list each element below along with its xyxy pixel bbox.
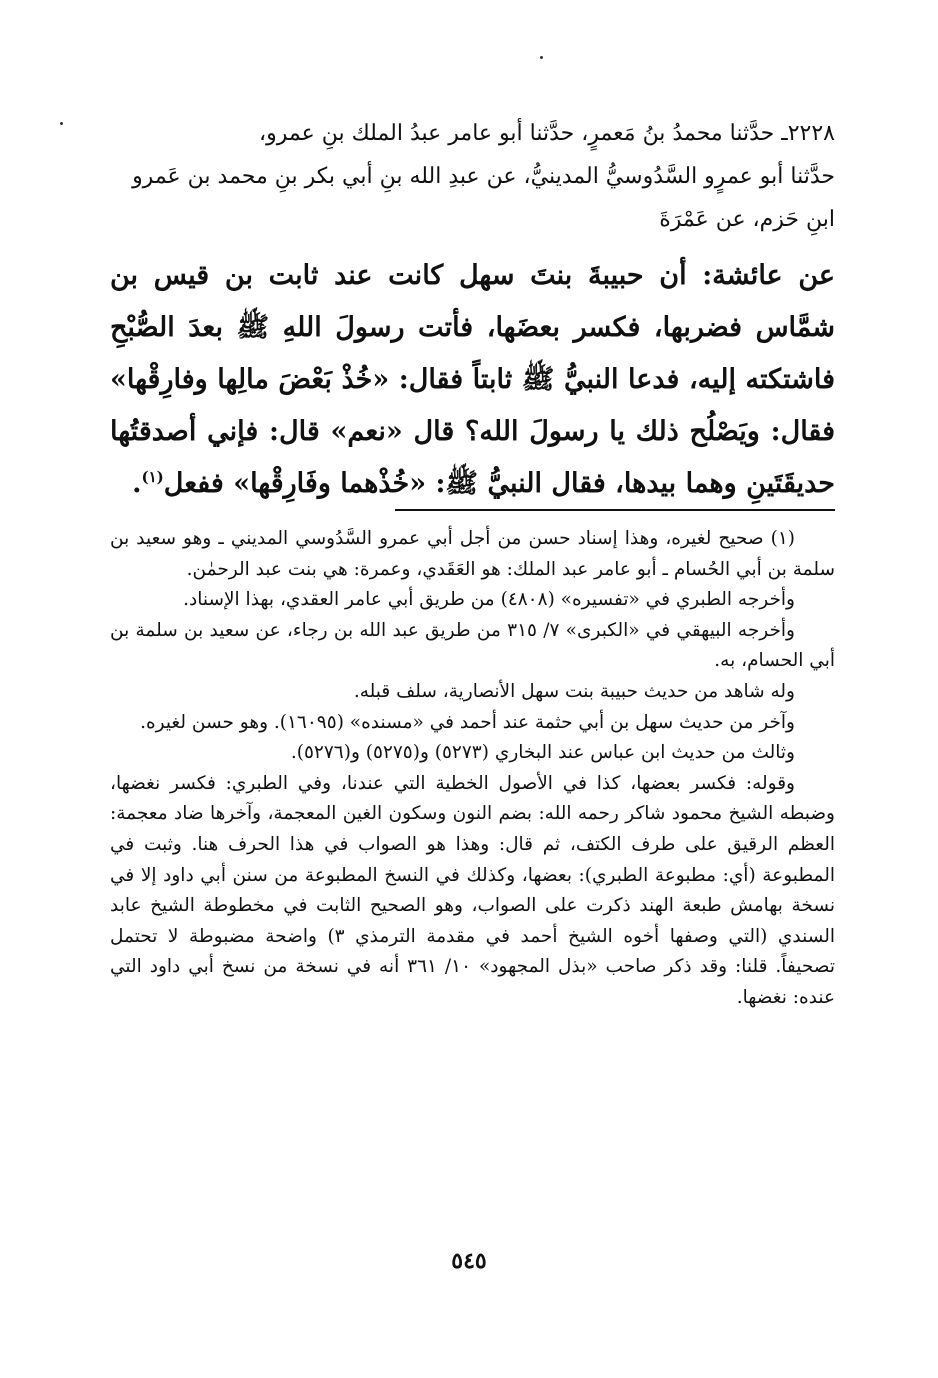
footnote-paragraph: وأخرجه الطبري في «تفسيره» (٤٨٠٨) من طريق أبي عامر العقدي، بهذا الإسناد. (183, 589, 795, 611)
footnote-paragraph: وقوله: فكسر بعضها، كذا في الأصول الخطية التي عندنا، وفي الطبري: فكسر نغضها، وضبطه الشيخ محمود شاكر رحمه الله: بضم النون وسكون الغين المعجمة، وآخرها ضاد معجمة: العظم الرقيق على طرف الكتف، ثم قال: وهذا هو الصواب في هذا الحرف هنا. وثبت في المطبوعة (أي: مطبوعة الطبري): بعضها، وكذلك في النسخ المطبوعة من سنن أبي داود إلا في نسخة بهامش طبعة الهند ذكرت على الصواب، وهو الصحيح الثابت في مخطوطة الشيخ عابد السندي (التي وصفها أخوه الشيخ أحمد في مقدمة الترمذي ٣) واضحة مضبوطة لا تحتمل تصحيفاً. قلنا: وقد ذكر صاحب «بذل المجهود» ١٠/ ٣٦١ أنه في نسخة من نسخ أبي داود التي عنده: نغضها. (110, 772, 836, 1008)
scan-speck (60, 122, 63, 125)
footnote-marker: (١) (141, 468, 164, 486)
isnad-line: ابنِ حَزم، عن عَمْرَةَ (659, 207, 835, 232)
footnote-paragraph: وثالث من حديث ابن عباس عند البخاري (٥٢٧٣) و(٥٢٧٥) و(٥٢٧٦). (290, 742, 795, 764)
matn-end: . (132, 468, 142, 499)
footnote-paragraph: وله شاهد من حديث حبيبة بنت سهل الأنصارية، سلف قبله. (353, 680, 795, 702)
footnote-paragraph: وأخرجه البيهقي في «الكبرى» ٧/ ٣١٥ من طريق عبد الله بن رجاء، عن سعيد بن سلمة بن أبي الحسام، به. (110, 619, 835, 672)
footnote-paragraph: وآخر من حديث سهل بن أبي حثمة عند أحمد في «مسنده» (١٦٠٩٥). وهو حسن لغيره. (140, 711, 795, 733)
isnad-line: ٢٢٢٨ـ حدَّثنا محمدُ بنُ مَعمرٍ، حدَّثنا أبو عامر عبدُ الملك بنِ عمرو، (259, 121, 835, 146)
footnotes (110, 524, 835, 1014)
hadith-isnad (110, 112, 835, 241)
isnad-line: حدَّثنا أبو عمرٍو السَّدُوسيُّ المدينيُّ، عن عبدِ الله بنِ أبي بكر بنِ محمد بن عَمرو (132, 164, 835, 189)
scan-speck (540, 56, 543, 59)
page-number: ٥٤٥ (451, 1248, 487, 1274)
footnote-paragraph: (١) صحيح لغيره، وهذا إسناد حسن من أجل أبي عمرو السَّدُوسي المديني ـ وهو سعيد بن سلمة بن أبي الحُسام ـ أبو عامر عبد الملك: هو العَقَدي، وعمرة: هي بنت عبد الرحمٰن. (110, 528, 835, 580)
matn-text: عن عائشة: أن حبيبةَ بنتَ سهل كانت عند ثابت بن قيس بن شمَّاس فضربها، فكسر بعضَها، فأتت رسولَ اللهِ ﷺ بعدَ الصُّبْحِ فاشتكته إليه، فدعا النبيُّ ﷺ ثابتاً فقال: «خُذْ بَعْضَ مالِها وفارِقْها» فقال: ويَصْلُح ذلك يا رسولَ الله؟ قال «نعم» قال: فإني أصدقتُها حديقَتَينِ وهما بيدها، فقال النبيُّ ﷺ: «خُذْهما وفَارِقْها» ففعل (110, 260, 835, 499)
hadith-matn (110, 250, 835, 510)
footnote-divider (395, 509, 835, 511)
